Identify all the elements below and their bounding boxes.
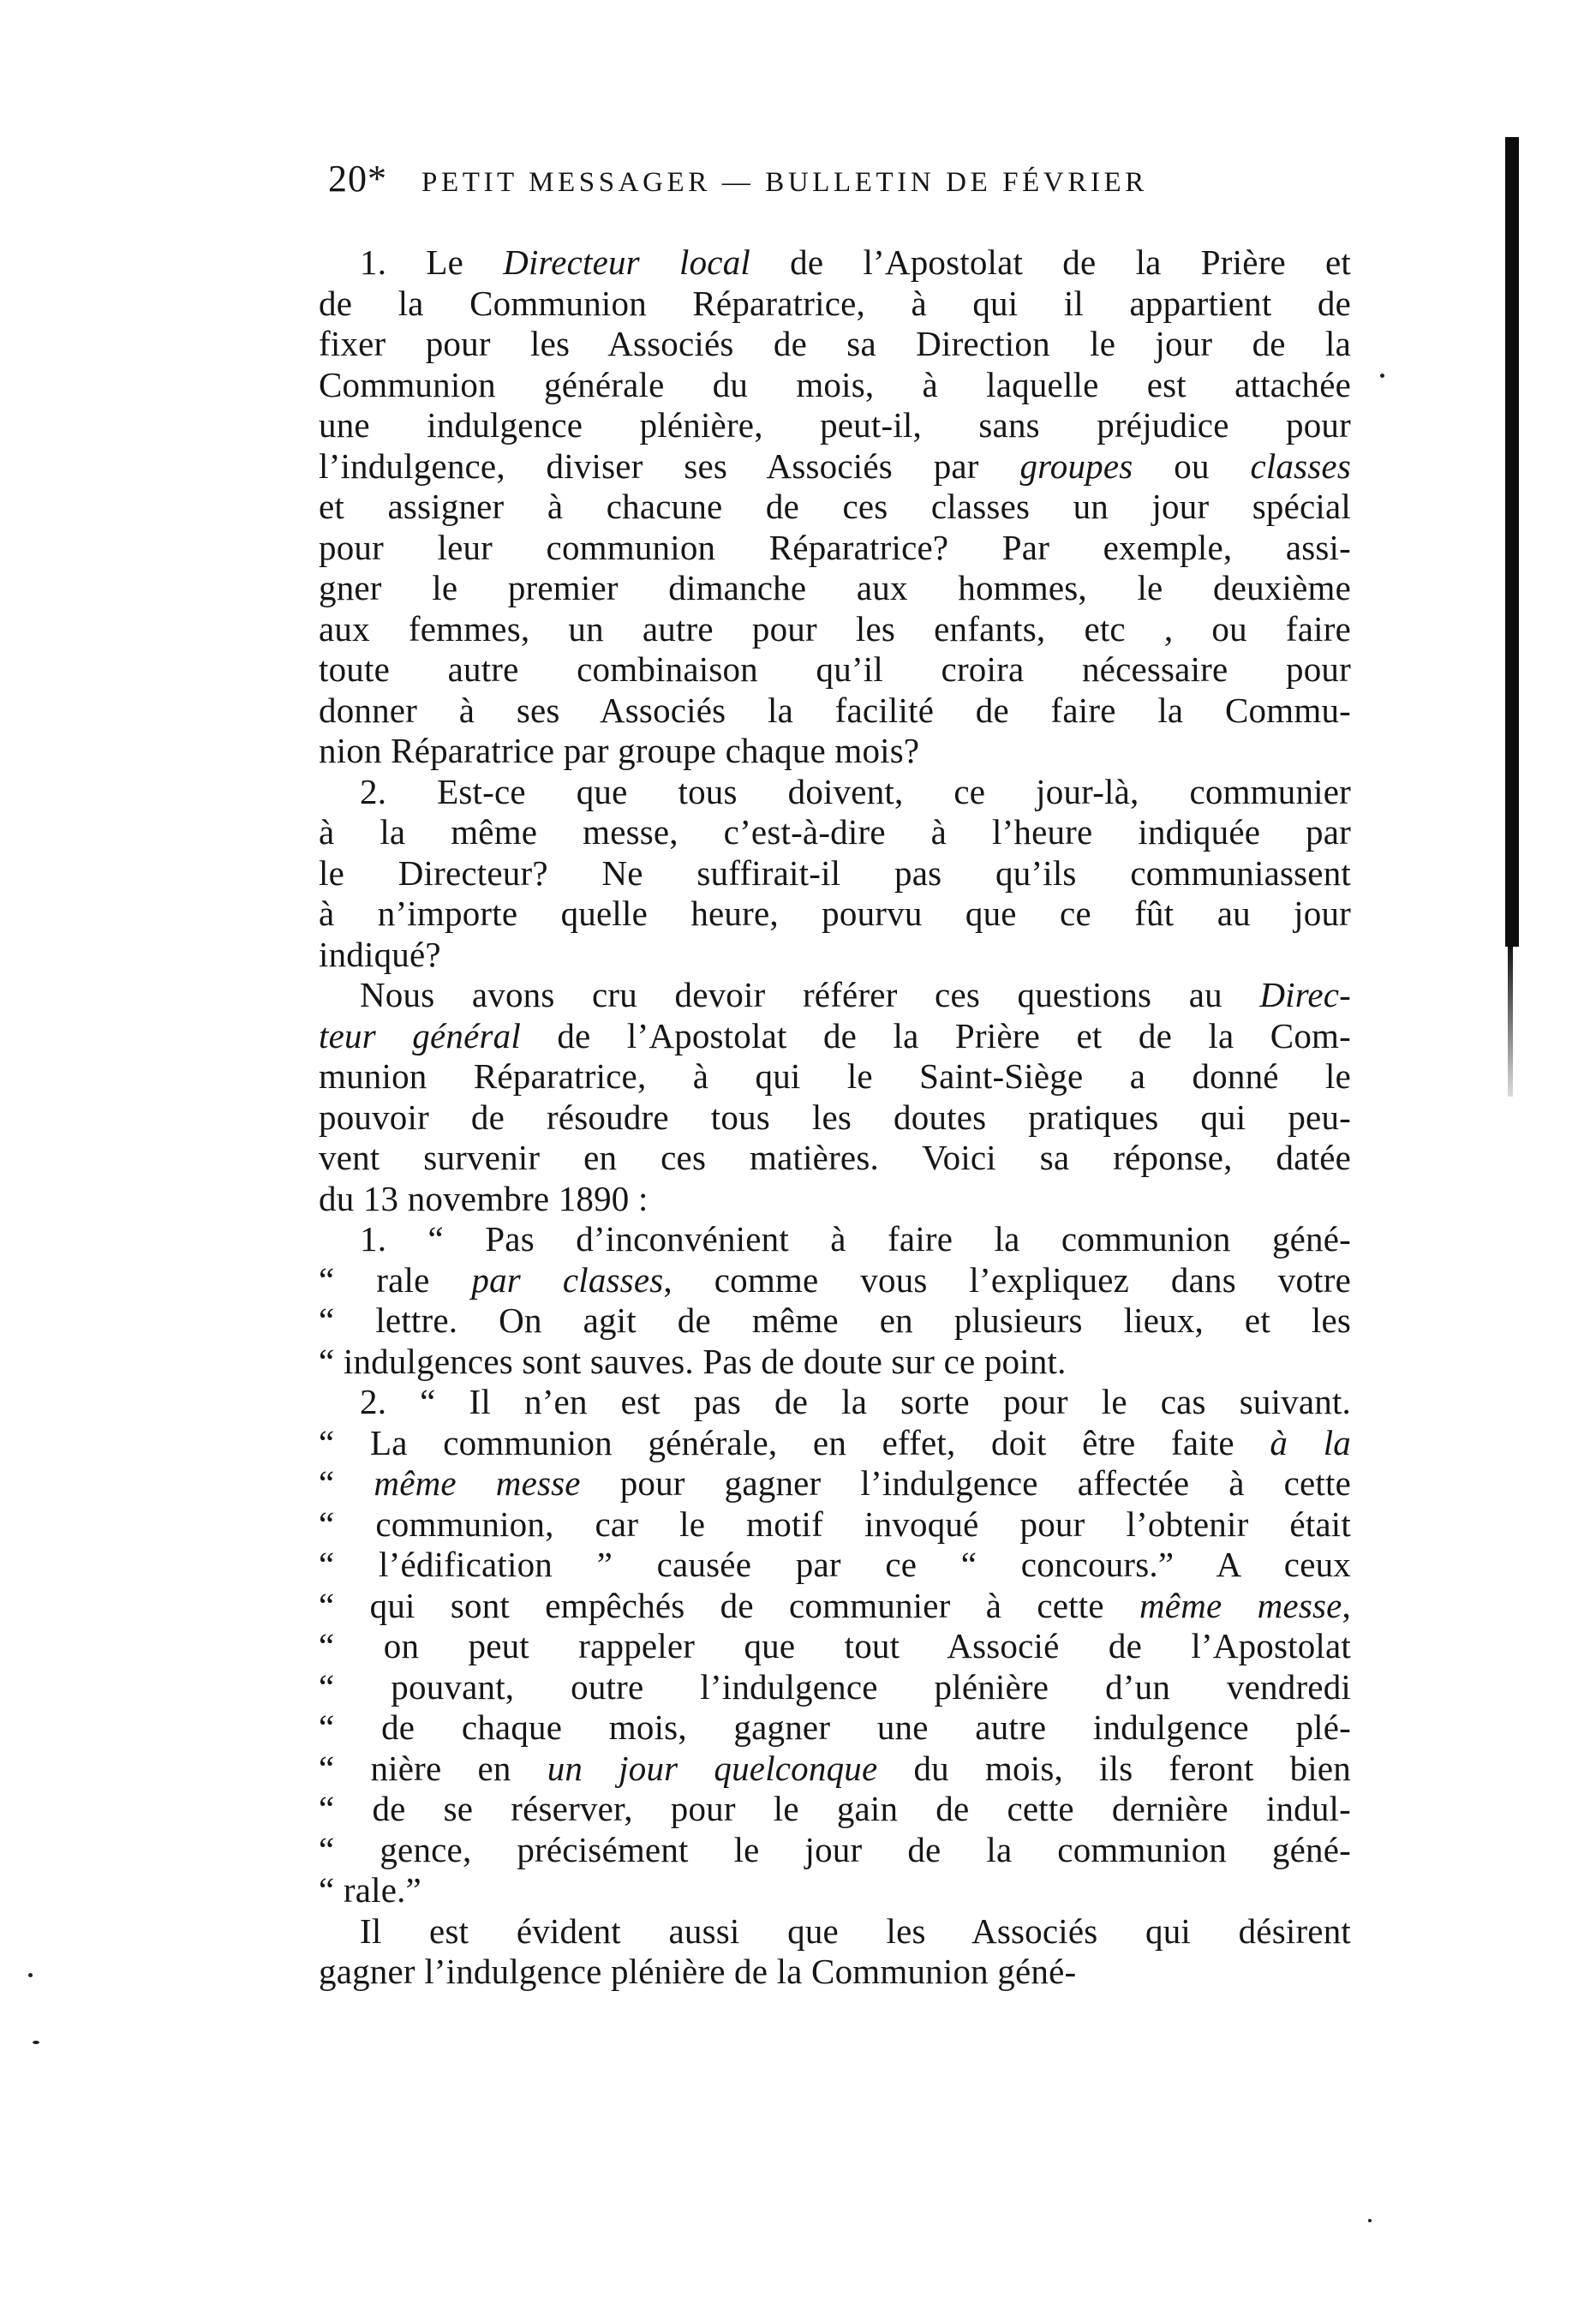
text-run: de l’Apostolat de la Prière et [750, 242, 1352, 282]
text-line [319, 1911, 1351, 1952]
page-number: 20* [328, 158, 387, 200]
text-line [319, 284, 1351, 325]
text-run: “ rale.” [319, 1870, 421, 1910]
text-line [319, 1870, 1351, 1911]
text-line [319, 1300, 1351, 1342]
text-line [319, 1545, 1351, 1586]
text-line [319, 812, 1351, 853]
paragraph [319, 1382, 1351, 1911]
text-line [319, 1952, 1351, 1993]
text-run: “ de se réserver, pour le gain de cette dernière indul- [319, 1789, 1351, 1828]
text-line [319, 1260, 1351, 1301]
paragraph [319, 242, 1351, 772]
text-run: une indulgence plénière, peut-il, sans préjudice pour [319, 405, 1351, 445]
text-run: Nous avons cru devoir référer ces questions au [360, 975, 1260, 1014]
text-line [319, 568, 1351, 609]
text-line [319, 772, 1351, 813]
text-line [319, 1138, 1351, 1179]
text-line [319, 894, 1351, 935]
text-line [319, 1586, 1351, 1627]
text-run: “ communion, car le motif invoqué pour l’obtenir était [319, 1504, 1351, 1544]
italic-run: même messe [1139, 1585, 1342, 1625]
text-run: munion Réparatrice, à qui le Saint-Siège a donné le [319, 1056, 1351, 1096]
text-run: du mois, ils feront bien [877, 1748, 1351, 1788]
text-run: “ [319, 1463, 374, 1503]
text-line [319, 405, 1351, 446]
italic-run: teur général [319, 1015, 521, 1055]
text-run: indiqué? [319, 934, 441, 974]
running-title: PETIT MESSAGER — BULLETIN DE FÉVRIER [421, 167, 1148, 198]
text-run: l’indulgence, diviser ses Associés par [319, 445, 1020, 486]
text-line [319, 365, 1351, 406]
text-line [319, 528, 1351, 569]
text-line [319, 1056, 1351, 1097]
text-line [319, 1423, 1351, 1464]
text-run: de l’Apostolat de la Prière et de la Com- [520, 1015, 1352, 1055]
text-run: pour leur communion Réparatrice? Par exemple, assi- [319, 527, 1351, 567]
text-run: vent survenir en ces matières. Voici sa réponse, datée [319, 1138, 1351, 1177]
text-run: gagner l’indulgence plénière de la Communion géné- [319, 1952, 1077, 1991]
text-run: “ lettre. On agit de même en plusieurs lieux, et les [319, 1300, 1351, 1340]
text-line [319, 1097, 1351, 1139]
text-line [319, 1749, 1351, 1790]
text-run: “ nière en [319, 1748, 547, 1788]
paragraph [319, 772, 1351, 976]
text-run: de la Communion Réparatrice, à qui il appartient de [319, 283, 1351, 323]
text-line [319, 649, 1351, 691]
text-run: “ de chaque mois, gagner une autre indulgence plé- [319, 1707, 1351, 1747]
text-line [319, 975, 1351, 1016]
text-line [319, 1626, 1351, 1667]
body-text [319, 242, 1351, 1993]
italic-run: groupes [1019, 445, 1133, 486]
text-line [319, 731, 1351, 772]
text-line [319, 1789, 1351, 1830]
text-run: pouvoir de résoudre tous les doutes pratiques qui peu- [319, 1097, 1351, 1137]
text-run: , comme vous l’expliquez dans votre [663, 1259, 1352, 1300]
text-run: donner à ses Associés la facilité de faire la Commu- [319, 690, 1351, 730]
italic-run: même messe [374, 1463, 581, 1503]
scan-speck [28, 1973, 33, 1977]
text-run: “ on peut rappeler que tout Associé de l’Apostolat [319, 1626, 1351, 1665]
scan-speck [33, 2041, 39, 2044]
text-line [319, 242, 1351, 284]
text-run: 2. “ Il n’en est pas de la sorte pour le cas suivant. [360, 1382, 1351, 1421]
text-line [319, 446, 1351, 487]
text-run: du 13 novembre 1890 : [319, 1178, 649, 1218]
text-line [319, 1179, 1351, 1220]
text-line [319, 1016, 1351, 1057]
text-run: , [1342, 1585, 1351, 1625]
text-run: à la même messe, c’est-à-dire à l’heure indiquée par [319, 812, 1351, 852]
text-line [319, 1219, 1351, 1260]
text-run: “ l’édification ” causée par ce “ concours.” A ceux [319, 1545, 1351, 1584]
running-header [328, 157, 1236, 200]
text-run: “ gence, précisément le jour de la communion géné- [319, 1829, 1351, 1869]
text-run: à n’importe quelle heure, pourvu que ce fût au jour [319, 894, 1351, 933]
text-line [319, 1342, 1351, 1383]
text-line [319, 1463, 1351, 1504]
text-run: “ La communion générale, en effet, doit être faite [319, 1422, 1270, 1462]
text-line [319, 1382, 1351, 1423]
text-line [319, 487, 1351, 528]
text-run: 1. Le [360, 242, 504, 282]
text-run: gner le premier dimanche aux hommes, le deuxième [319, 568, 1351, 607]
text-run: “ indulgences sont sauves. Pas de doute sur ce point. [319, 1341, 1067, 1381]
text-line [319, 853, 1351, 894]
text-run: et assigner à chacune de ces classes un jour spécial [319, 487, 1351, 526]
text-line [319, 1707, 1351, 1749]
text-run: 2. Est-ce que tous doivent, ce jour-là, communier [360, 771, 1351, 811]
text-run: ou [1133, 445, 1251, 486]
text-run: aux femmes, un autre pour les enfants, etc , ou faire [319, 608, 1351, 649]
italic-run: à la [1270, 1422, 1351, 1462]
text-run: “ qui sont empêchés de communier à cette [319, 1585, 1139, 1625]
italic-run: un jour quelconque [547, 1748, 878, 1788]
italic-run: Direc- [1259, 975, 1351, 1014]
text-line [319, 1667, 1351, 1708]
italic-run: par classes [471, 1259, 664, 1300]
paragraph [319, 1219, 1351, 1382]
text-line [319, 609, 1351, 650]
scan-speck [1368, 2219, 1372, 2222]
paragraph [319, 1911, 1351, 1993]
text-run: toute autre combinaison qu’il croira nécessaire pour [319, 649, 1351, 689]
italic-run: classes [1250, 445, 1351, 486]
text-run: “ rale [319, 1259, 472, 1300]
text-line [319, 691, 1351, 732]
scan-speck [1380, 374, 1384, 378]
paragraph [319, 975, 1351, 1219]
text-run: le Directeur? Ne suffirait-il pas qu’ils communiassent [319, 852, 1351, 893]
text-run: 1. “ Pas d’inconvénient à faire la communion géné- [360, 1219, 1351, 1259]
text-run: “ pouvant, outre l’indulgence plénière d’un vendredi [319, 1666, 1351, 1707]
text-run: nion Réparatrice par groupe chaque mois? [319, 731, 920, 770]
text-run: fixer pour les Associés de sa Direction le jour de la [319, 324, 1351, 363]
text-line [319, 324, 1351, 365]
text-line [319, 1830, 1351, 1871]
text-run: pour gagner l’indulgence affectée à cette [580, 1463, 1351, 1503]
scan-edge-mark [1505, 137, 1519, 947]
italic-run: Directeur local [503, 242, 750, 282]
text-run: Communion générale du mois, à laquelle est attachée [319, 364, 1351, 404]
scan-edge-taper [1508, 942, 1513, 1097]
text-line [319, 1504, 1351, 1546]
text-line [319, 935, 1351, 976]
text-run: Il est évident aussi que les Associés qui désirent [360, 1910, 1351, 1951]
